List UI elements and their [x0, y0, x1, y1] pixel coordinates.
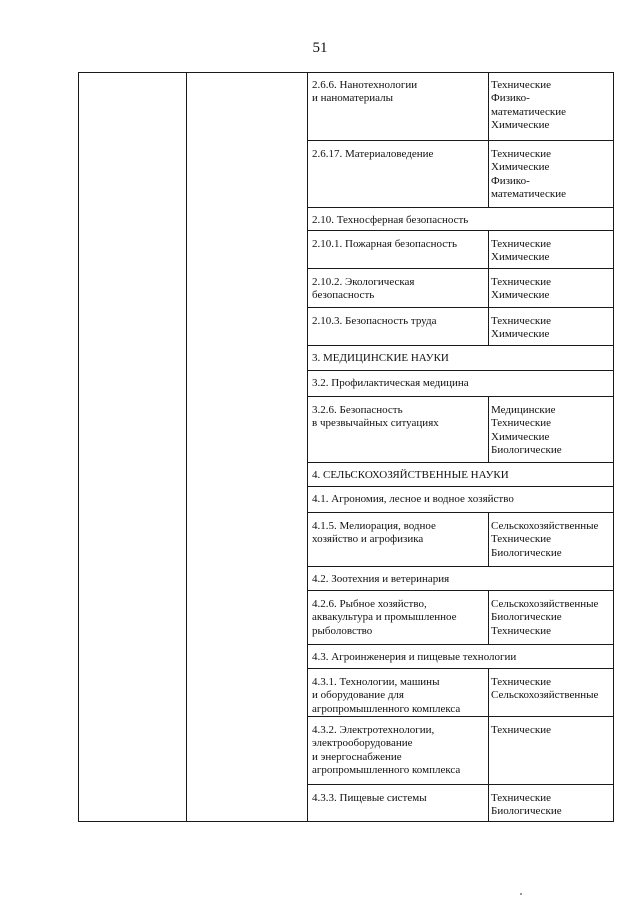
section-row — [307, 207, 614, 230]
scan-speck — [520, 893, 522, 895]
specialty-name: 2.6.17. Материаловедение — [312, 148, 434, 160]
specialty-row — [307, 230, 614, 268]
section-title: 3.2. Профилактическая медицина — [312, 377, 469, 389]
specialty-row — [307, 590, 614, 644]
cell-divider — [488, 717, 489, 784]
science-branches: Технические Физико- математические Химические — [491, 79, 567, 131]
specialty-row — [307, 716, 614, 784]
specialty-name: 4.3.2. Электротехнологии, электрооборудование и энергоснабжение агропромышленного комплекса — [312, 724, 461, 776]
section-title: 3. МЕДИЦИНСКИЕ НАУКИ — [312, 352, 449, 364]
science-branches: Технические Химические — [491, 238, 551, 264]
cell-divider — [488, 141, 489, 207]
cell-divider — [488, 72, 489, 140]
specialty-name: 4.3.3. Пищевые системы — [312, 792, 427, 804]
cell-divider — [488, 591, 489, 644]
science-branches: Технические Химические — [491, 276, 551, 302]
science-branches: Сельскохозяйственные Технические Биологические — [491, 520, 599, 559]
cell-divider — [488, 308, 489, 345]
cell-divider — [488, 269, 489, 307]
section-title: 2.10. Техносферная безопасность — [312, 214, 469, 226]
science-branches: Технические Химические Физико- математические — [491, 148, 567, 200]
section-row — [307, 370, 614, 396]
page-number: 51 — [312, 40, 328, 56]
specialty-name: 2.10.1. Пожарная безопасность — [312, 238, 457, 250]
science-branches: Технические Сельскохозяйственные — [491, 676, 599, 702]
specialty-name: 4.3.1. Технологии, машины и оборудование для агропромышленного комплекса — [312, 676, 461, 715]
section-row — [307, 486, 614, 512]
specialty-row — [307, 72, 614, 140]
science-branches: Сельскохозяйственные Биологические Технические — [491, 598, 599, 637]
section-row — [307, 345, 614, 370]
specialty-row — [307, 307, 614, 345]
section-row — [307, 566, 614, 590]
science-branches: Медицинские Технические Химические Биологические — [491, 404, 562, 456]
cell-divider — [488, 231, 489, 268]
specialty-row — [307, 512, 614, 566]
specialty-name: 2.10.2. Экологическая безопасность — [312, 276, 415, 302]
specialty-name: 4.2.6. Рыбное хозяйство, аквакультура и промышленное рыболовство — [312, 598, 457, 637]
cell-divider — [488, 669, 489, 716]
cell-divider — [488, 785, 489, 822]
specialty-row — [307, 396, 614, 462]
specialty-name: 2.6.6. Нанотехнологии и наноматериалы — [312, 79, 418, 105]
cell-divider — [488, 513, 489, 566]
science-branches: Технические Химические — [491, 315, 551, 341]
column-divider-1 — [186, 72, 187, 822]
specialty-name: 2.10.3. Безопасность труда — [312, 315, 437, 327]
specialty-row — [307, 268, 614, 307]
section-row — [307, 462, 614, 486]
specialty-name: 3.2.6. Безопасность в чрезвычайных ситуациях — [312, 404, 439, 430]
section-title: 4.2. Зоотехния и ветеринария — [312, 573, 450, 585]
specialty-name: 4.1.5. Мелиорация, водное хозяйство и агрофизика — [312, 520, 436, 546]
science-branches: Технические Биологические — [491, 792, 562, 818]
section-title: 4. СЕЛЬСКОХОЗЯЙСТВЕННЫЕ НАУКИ — [312, 469, 509, 481]
science-branches: Технические — [491, 724, 551, 736]
section-row — [307, 644, 614, 668]
specialty-row — [307, 668, 614, 716]
section-title: 4.3. Агроинженерия и пищевые технологии — [312, 651, 517, 663]
specialty-row — [307, 140, 614, 207]
specialty-row — [307, 784, 614, 822]
section-title: 4.1. Агрономия, лесное и водное хозяйство — [312, 493, 514, 505]
cell-divider — [488, 397, 489, 462]
